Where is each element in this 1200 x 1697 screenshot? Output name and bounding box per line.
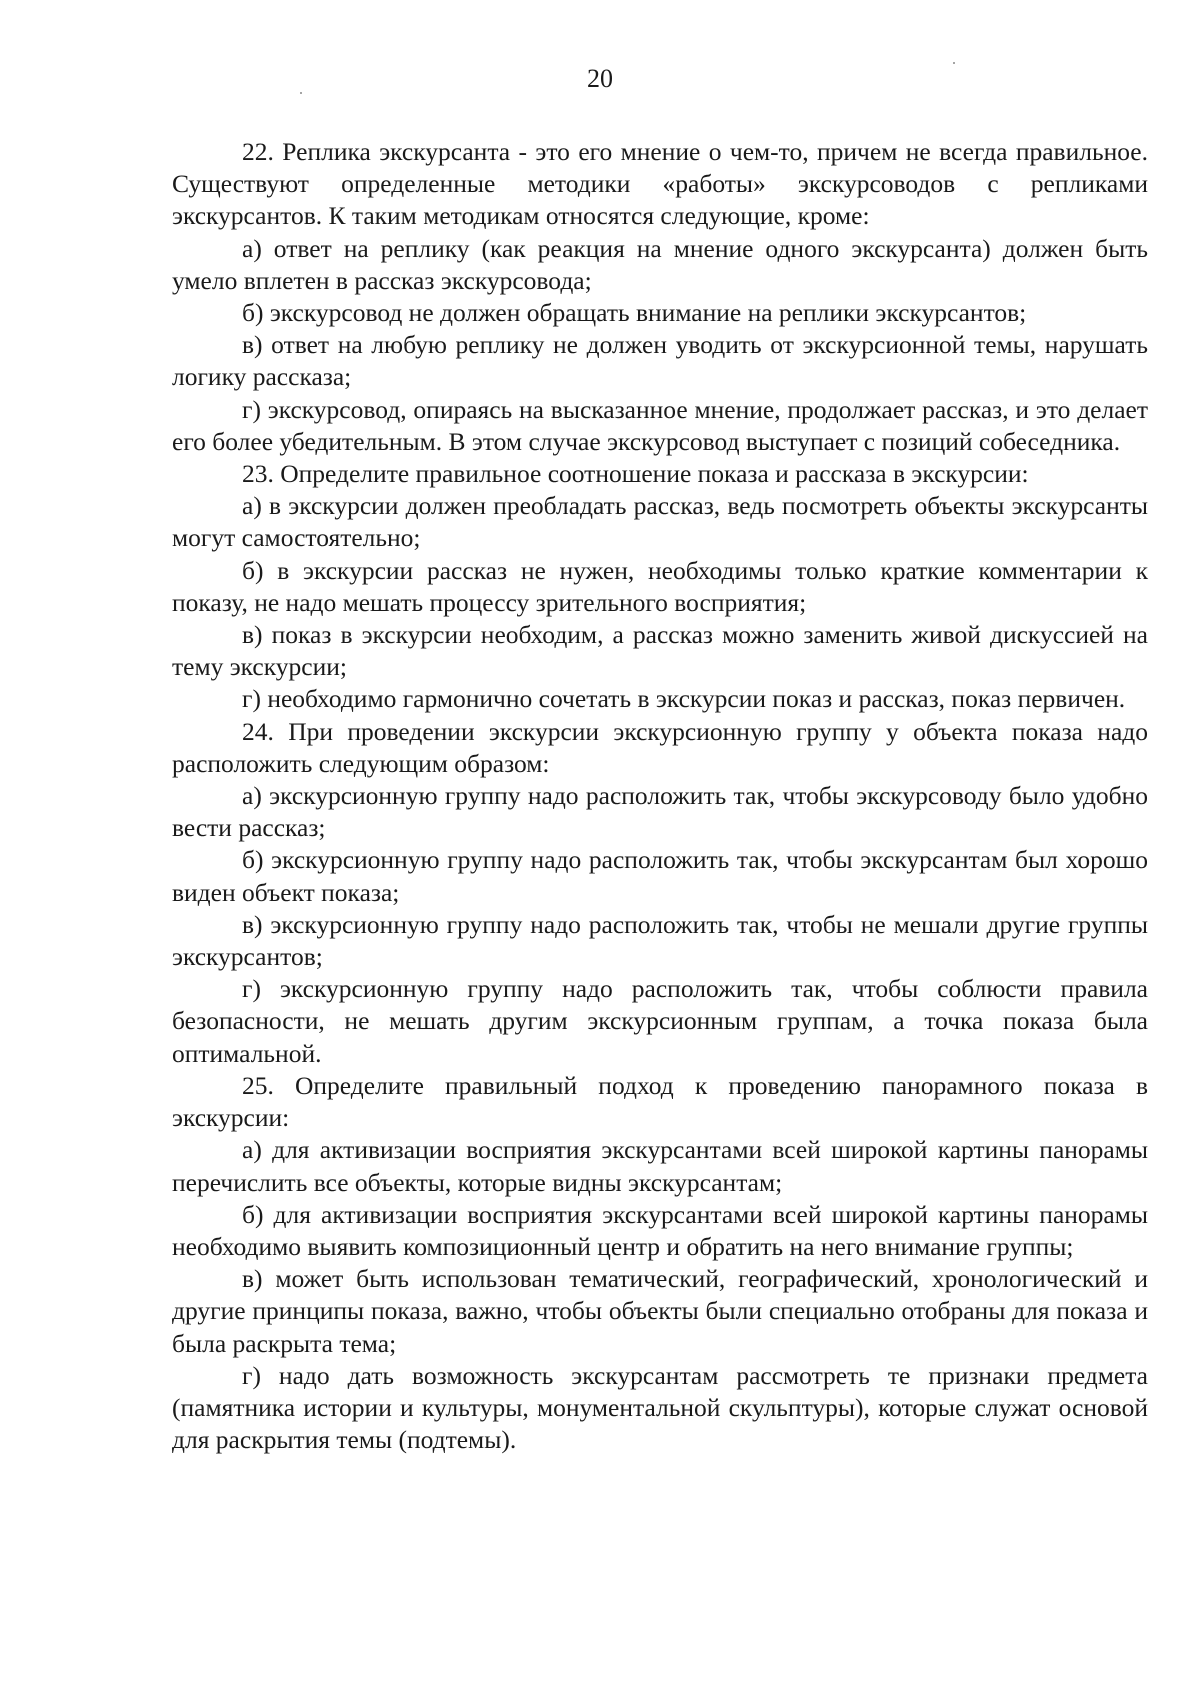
document-body	[172, 136, 1148, 1456]
question-24: 24. При проведении экскурсии экскурсионную группу у объекта показа надо расположить следующим образом:	[172, 716, 1148, 778]
answer-25-a: а) для активизации восприятия экскурсантами всей широкой картины панорамы перечислить все объекты, которые видны экскурсантам;	[172, 1135, 1148, 1197]
answer-25-v: в) может быть использован тематический, географический, хронологический и другие принципы показа, важно, чтобы объекты были специально отобраны для показа и была раскрыта тема;	[172, 1264, 1148, 1358]
answer-22-g: г) экскурсовод, опираясь на высказанное мнение, продолжает рассказ, и это делает его более убедительным. В этом случае экскурсовод выступает с позиций собеседника.	[172, 394, 1148, 456]
answer-24-v: в) экскурсионную группу надо расположить так, чтобы не мешали другие группы экскурсантов;	[172, 909, 1148, 972]
answer-22-b: б) экскурсовод не должен обращать внимание на реплики экскурсантов;	[242, 298, 1027, 328]
answer-25-g: г) надо дать возможность экскурсантам рассмотреть те признаки предмета (памятника истории и культуры, монументальной скульптуры), которые служат основой для раскрытия темы (подтемы).	[172, 1360, 1148, 1455]
answer-22-v: в) ответ на любую реплику не должен уводить от экскурсионной темы, нарушать логику рассказа;	[172, 330, 1148, 392]
question-25: 25. Определите правильный подход к проведению панорамного показа в экскурсии:	[172, 1070, 1148, 1133]
answer-24-a: а) экскурсионную группу надо расположить так, чтобы экскурсоводу было удобно вести рассказ;	[172, 781, 1148, 843]
answer-23-g: г) необходимо гармонично сочетать в экскурсии показ и рассказ, показ первичен.	[242, 684, 1126, 714]
page-number: 20	[587, 64, 613, 93]
answer-23-b: б) в экскурсии рассказ не нужен, необходимы только краткие комментарии к показу, не надо мешать процессу зрительного восприятия;	[172, 555, 1148, 617]
answer-23-a: а) в экскурсии должен преобладать рассказ, ведь посмотреть объекты экскурсанты могут самостоятельно;	[172, 491, 1148, 553]
answer-22-a: а) ответ на реплику (как реакция на мнение одного экскурсанта) должен быть умело вплетен в рассказ экскурсовода;	[172, 233, 1148, 295]
answer-25-b: б) для активизации восприятия экскурсантами всей широкой картины панорамы необходимо выявить композиционный центр и обратить на него внимание группы;	[172, 1199, 1148, 1261]
question-23: 23. Определите правильное соотношение показа и рассказа в экскурсии:	[242, 459, 1029, 489]
answer-24-g: г) экскурсионную группу надо расположить так, чтобы соблюсти правила безопасности, не мешать другим экскурсионным группам, а точка показа была оптимальной.	[172, 974, 1148, 1068]
answer-23-v: в) показ в экскурсии необходим, а рассказ можно заменить живой дискуссией на тему экскурсии;	[172, 620, 1148, 682]
answer-24-b: б) экскурсионную группу надо расположить так, чтобы экскурсантам был хорошо виден объект показа;	[172, 845, 1148, 907]
question-22: 22. Реплика экскурсанта - это его мнение о чем-то, причем не всегда правильное. Существуют определенные методики «работы» экскурсоводов с репликами экскурсантов. К таким методикам относятся следующие, кроме:	[172, 137, 1148, 231]
